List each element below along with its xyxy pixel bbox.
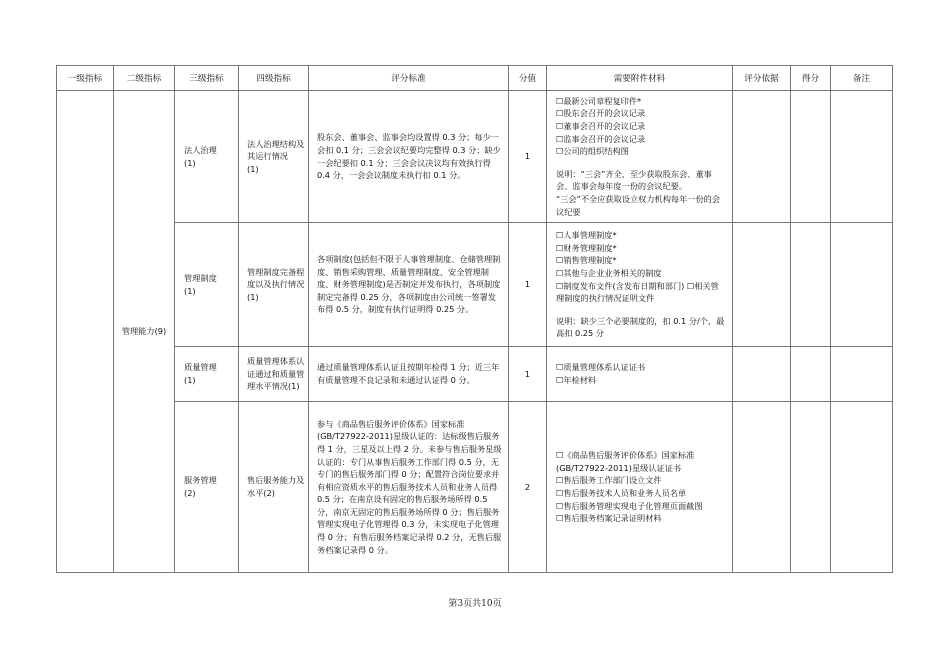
basis-cell [733, 91, 791, 223]
basis-cell [733, 347, 791, 402]
table-row [57, 402, 893, 573]
criteria-cell: 股东会、董事会、监事会均设置得 0.3 分；每少一会扣 0.1 分；三会会议纪要均完整得 0.3 分；缺少一会纪要扣 0.1 分；三会会议决议均有效执行得 0.4 分，一会会议制度未执行扣 0.1 分。 [309, 91, 509, 223]
table-row [57, 91, 893, 223]
header-level4: 四级指标 [239, 66, 309, 91]
materials-cell [547, 223, 733, 347]
remarks-cell [831, 223, 893, 347]
level3-cell: 质量管理 (1) [175, 347, 239, 402]
materials-list: ☐《商品售后服务评价体系》国家标准 (GB/T27922-2011)星级认证证书 ☐售后服务工作部门设立文件 ☐售后服务技术人员和业务人员名单 ☐售后服务管理实现电子化管理页面截图 ☐售后服务档案记录证明材料 [556, 450, 703, 524]
materials-cell [547, 402, 733, 573]
points-cell [791, 223, 831, 347]
header-remarks: 备注 [831, 66, 893, 91]
remarks-cell [831, 91, 893, 223]
criteria-cell: 各项制度(包括但不限于人事管理制度、仓储管理制度、销售采购管理、质量管理制度、安全管理制度、财务管理制度)是否制定并发布执行，各项制度制定完备得 0.25 分，各项制度由公司统一签署发布得 0.5 分，制度有执行证明得 0.25 分。 [309, 223, 509, 347]
materials-note: 说明：缺少三个必要制度的，扣 0.1 分/个，最高扣 0.25 分 [556, 315, 725, 339]
materials-cell [547, 91, 733, 223]
materials-list: ☐质量管理体系认证证书 ☐年检材料 [556, 362, 646, 385]
materials-cell [547, 347, 733, 402]
materials-list: ☐最新公司章程复印件* ☐股东会召开的会议记录 ☐董事会召开的会议记录 ☐监事会召开的会议记录 ☐公司的组织结构图 [556, 95, 646, 157]
header-score: 分值 [509, 66, 547, 91]
level4-cell: 质量管理体系认证通过和质量管理水平情况(1) [239, 347, 309, 402]
criteria-cell: 通过质量管理体系认证且按期年检得 1 分；近三年有质量管理不良记录和未通过认证得 0 分。 [309, 347, 509, 402]
level4-cell: 售后服务能力及水平(2) [239, 402, 309, 573]
score-cell: 1 [509, 223, 547, 347]
page-footer: 第3页共10页 [448, 599, 502, 609]
level3-cell: 服务管理 (2) [175, 402, 239, 573]
materials-list: ☐人事管理制度* ☐财务管理制度* ☐销售管理制度* ☐其他与企业业务相关的制度 ☐制度发布文件(含发布日期和部门) ☐相关管理制度的执行情况证明文件 [556, 230, 719, 304]
header-level1: 一级指标 [57, 66, 114, 91]
header-points: 得分 [791, 66, 831, 91]
header-materials: 需要附件材料 [547, 66, 733, 91]
remarks-cell [831, 402, 893, 573]
remarks-cell [831, 347, 893, 402]
level2-cell: 管理能力(9) [114, 91, 175, 573]
score-cell: 1 [509, 91, 547, 223]
materials-note: 说明：“三会”齐全，至少获取股东会、董事会、监事会每年度一份的会议纪要。 “三会”不全应获取设立权力机构每年一份的会议纪要 [556, 168, 721, 217]
level1-cell [57, 91, 114, 573]
basis-cell [733, 223, 791, 347]
criteria-cell: 参与《商品售后服务评价体系》国家标准(GB/T27922-2011)星级认证的：达标级售后服务得 1 分，三星及以上得 2 分。未参与售后服务星级认证的：专门从事售后服务工作部门得 0.5 分，无专门的售后服务部门得 0 分；配置符合岗位要求并有相应资质水平的售后服务技术人员和业务人员得 0.5 分；在南京设有固定的售后服务场所得 0.5 分，南京无固定的售后服务场所得 0 分；售后服务管理实现电子化管理得 0.3 分，未实现电子化管理得 0 分；有售后服务档案记录得 0.2 分，无售后服务档案记录得 0 分。 [309, 402, 509, 573]
points-cell [791, 91, 831, 223]
table-header-row [57, 66, 893, 91]
level4-cell: 管理制度完备程度以及执行情况(1) [239, 223, 309, 347]
table-row [57, 223, 893, 347]
level4-cell: 法人治理结构及 其运行情况 (1) [239, 91, 309, 223]
score-cell: 2 [509, 402, 547, 573]
header-criteria: 评分标准 [309, 66, 509, 91]
points-cell [791, 347, 831, 402]
header-level3: 三级指标 [175, 66, 239, 91]
level3-cell: 管理制度 (1) [175, 223, 239, 347]
points-cell [791, 402, 831, 573]
level3-cell: 法人治理 (1) [175, 91, 239, 223]
table-row [57, 347, 893, 402]
basis-cell [733, 402, 791, 573]
header-level2: 二级指标 [114, 66, 175, 91]
score-cell: 1 [509, 347, 547, 402]
header-basis: 评分依据 [733, 66, 791, 91]
evaluation-table [56, 65, 893, 573]
